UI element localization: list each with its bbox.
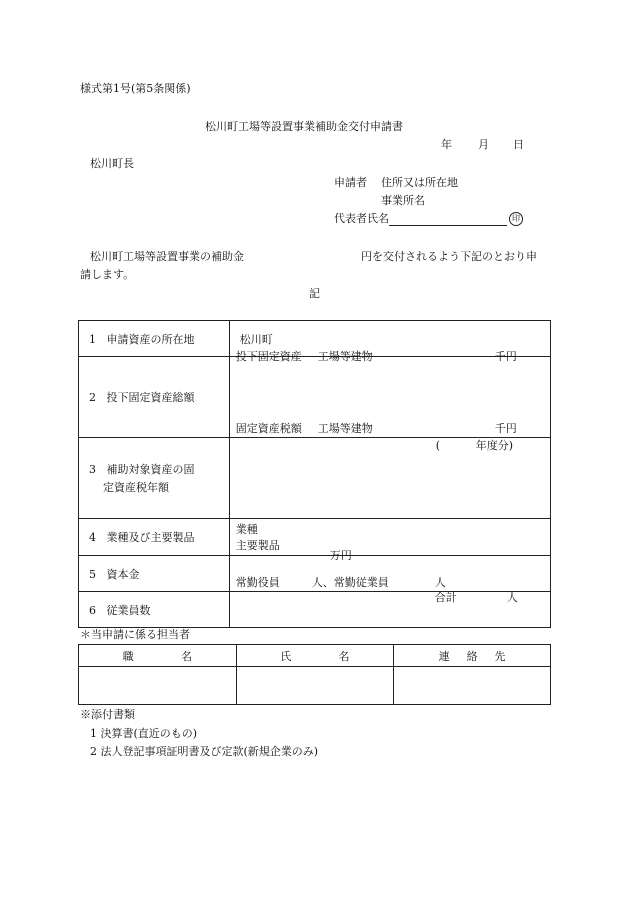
row5-number: 5 <box>89 567 96 581</box>
row6-employees-unit: 人 <box>434 576 446 589</box>
col-contact-char2: 絡 <box>466 649 478 663</box>
row1-label-text: 申請資産の所在地 <box>106 332 195 346</box>
row3-value[interactable] <box>229 422 550 519</box>
attachments-heading: ※添付書類 <box>80 708 135 721</box>
row6-employees: 人、常勤従業員 <box>311 576 389 589</box>
table-row <box>79 592 551 628</box>
row4-products: 主要製品 <box>235 539 280 552</box>
row2-label-text: 投下固定資産総額 <box>106 391 195 404</box>
row5-label <box>79 556 230 592</box>
body-line1-b: 円を交付されるよう下記のとおり申 <box>361 250 537 263</box>
contact-field[interactable] <box>394 667 551 705</box>
details-table <box>78 320 551 628</box>
form-number: 様式第1号(第5条関係) <box>80 82 191 95</box>
row4-industry: 業種 <box>235 523 258 536</box>
row3-label-a: 補助対象資産の固 <box>106 463 195 476</box>
row6-label-text: 従業員数 <box>106 603 151 617</box>
table-row <box>79 321 551 357</box>
col-contact-char1: 連 <box>438 649 450 663</box>
row3-fiscal-open: ( <box>435 439 441 452</box>
col-contact-char3: 先 <box>494 649 506 663</box>
row6-total-unit: 人 <box>506 591 518 604</box>
document-title: 松川町工場等設置事業補助金交付申請書 <box>205 120 403 133</box>
row6-officers: 常勤役員 <box>235 576 280 589</box>
ki-heading: 記 <box>309 287 320 300</box>
row3-value-b: 工場等建物 <box>317 422 373 435</box>
table-row <box>79 667 551 705</box>
col-name-char2: 名 <box>338 649 350 663</box>
representative-label: 代表者氏名 <box>334 212 389 225</box>
position-field[interactable] <box>79 667 237 705</box>
col-name <box>236 645 394 667</box>
seal-mark: 印 <box>509 212 523 226</box>
row4-number: 4 <box>89 531 96 544</box>
address-label: 住所又は所在地 <box>381 176 458 189</box>
col-name-char1: 氏 <box>280 649 292 663</box>
body-line1-a: 松川町工場等設置事業の補助金 <box>90 250 244 263</box>
row1-label <box>79 321 230 357</box>
row4-value[interactable] <box>229 519 550 556</box>
date-month-label: 月 <box>478 138 489 151</box>
contact-table <box>78 644 551 705</box>
row1-value-text: 松川町 <box>239 332 273 346</box>
row2-value-a: 投下固定資産 <box>235 350 302 363</box>
row3-fiscal-close: 年度分) <box>475 439 514 452</box>
row2-value-b: 工場等建物 <box>317 350 373 363</box>
table-row <box>79 645 551 667</box>
row3-value-a: 固定資産税額 <box>235 422 302 435</box>
row6-value[interactable] <box>229 576 550 628</box>
attachment-item-1: 1 決算書(直近のもの) <box>90 727 198 740</box>
table-row <box>79 438 551 519</box>
row2-number: 2 <box>89 391 96 404</box>
applicant-label: 申請者 <box>334 176 367 189</box>
office-name-label: 事業所名 <box>381 194 425 207</box>
table-row <box>79 519 551 556</box>
row3-number: 3 <box>89 463 96 476</box>
row6-total-label: 合計 <box>434 591 457 604</box>
table-row <box>79 357 551 438</box>
body-line2: 請します。 <box>80 268 135 281</box>
representative-row <box>334 212 523 226</box>
row1-number: 1 <box>89 332 96 346</box>
date-day-label: 日 <box>513 138 524 151</box>
addressee: 松川町長 <box>90 157 134 170</box>
contact-heading: ＊当申請に係る担当者 <box>80 628 190 641</box>
attachment-item-2: 2 法人登記事項証明書及び定款(新規企業のみ) <box>90 745 319 758</box>
row3-label <box>79 438 230 519</box>
row6-label <box>79 592 230 628</box>
row6-number: 6 <box>89 603 96 617</box>
row4-label <box>79 519 230 556</box>
representative-name-field[interactable] <box>389 214 507 226</box>
row2-label <box>79 357 230 438</box>
col-position-char1: 職 <box>122 649 134 663</box>
row3-label-b: 定資産税年額 <box>103 481 169 494</box>
row5-label-text: 資本金 <box>106 567 140 581</box>
row5-unit: 万円 <box>329 549 352 562</box>
row4-label-text: 業種及び主要製品 <box>106 531 195 544</box>
date-year-label: 年 <box>441 138 452 151</box>
col-position-char2: 名 <box>180 649 192 663</box>
name-field[interactable] <box>236 667 394 705</box>
row3-unit: 千円 <box>494 422 517 435</box>
col-contact <box>394 645 551 667</box>
row2-unit: 千円 <box>494 350 517 363</box>
col-position <box>79 645 237 667</box>
